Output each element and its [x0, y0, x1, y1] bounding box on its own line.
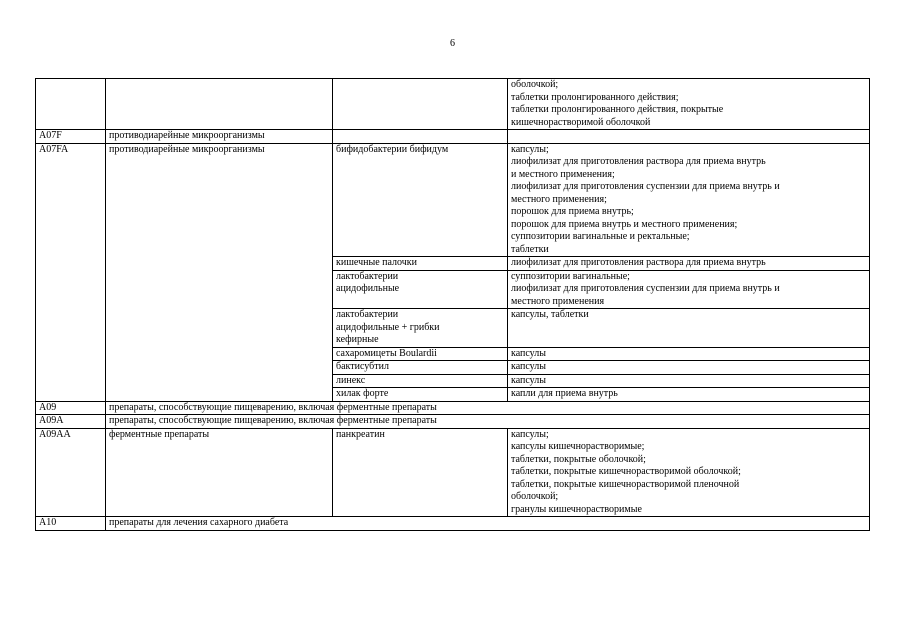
group-cell: ферментные препараты: [106, 428, 333, 517]
form-line: оболочкой;: [511, 79, 559, 90]
code-cell: A07F: [36, 130, 106, 144]
form-line: местного применения: [511, 295, 605, 307]
substance-cell: [333, 257, 508, 271]
form-line: таблетки: [511, 243, 549, 255]
table-row: [36, 517, 870, 531]
form-line: лиофилизат для приготовления суспензии для приема внутрь и: [511, 283, 780, 294]
form-cell: [508, 270, 870, 309]
substance-cell: [333, 361, 508, 375]
group-cell: препараты для лечения сахарного диабета: [106, 517, 870, 531]
substance-line: лактобактерии: [336, 270, 399, 282]
form-line: суппозитории вагинальные;: [511, 270, 630, 282]
form-cell: [508, 309, 870, 348]
form-cell: [508, 130, 870, 144]
substance-line: кефирные: [336, 334, 379, 345]
form-line: кишечнорастворимой оболочкой: [511, 116, 651, 128]
form-line: местного применения;: [511, 193, 607, 205]
group-cell: противодиарейные микроорганизмы: [106, 130, 333, 144]
substance-line: кишечные палочки: [336, 257, 417, 268]
table-row: [36, 143, 870, 257]
substance-line: лактобактерии: [336, 309, 399, 320]
substance-line: ацидофильные + грибки: [336, 321, 440, 333]
form-line: капсулы;: [511, 143, 549, 155]
substance-cell: [333, 428, 508, 517]
substance-cell: [333, 79, 508, 130]
form-line: таблетки пролонгированного действия, покрытые: [511, 104, 724, 115]
form-line: суппозитории вагинальные и ректальные;: [511, 231, 690, 242]
form-cell: [508, 428, 870, 517]
substance-cell: [333, 388, 508, 402]
form-line: порошок для приема внутрь;: [511, 206, 634, 217]
form-cell: [508, 347, 870, 361]
form-cell: [508, 374, 870, 388]
form-line: капли для приема внутрь: [511, 388, 618, 399]
form-line: оболочкой;: [511, 491, 559, 502]
substance-line: хилак форте: [336, 388, 389, 399]
substance-line: панкреатин: [336, 428, 385, 440]
substance-line: линекс: [336, 374, 366, 386]
substance-cell: [333, 374, 508, 388]
form-line: капсулы;: [511, 428, 549, 440]
substance-line: бактисубтил: [336, 361, 389, 372]
table-row: [36, 130, 870, 144]
substance-line: ацидофильные: [336, 283, 400, 294]
table-row: [36, 79, 870, 130]
group-cell: препараты, способствующие пищеварению, включая ферментные препараты: [106, 401, 870, 415]
form-line: капсулы: [511, 347, 546, 359]
form-cell: [508, 388, 870, 402]
form-line: таблетки пролонгированного действия;: [511, 91, 679, 103]
form-line: таблетки, покрытые оболочкой;: [511, 453, 646, 465]
substance-cell: [333, 347, 508, 361]
substance-line: бифидобактерии бифидум: [336, 143, 449, 155]
substance-cell: [333, 309, 508, 348]
form-cell: [508, 257, 870, 271]
group-cell: препараты, способствующие пищеварению, включая ферментные препараты: [106, 415, 870, 429]
substance-line: сахаромицеты Boulardii: [336, 347, 437, 359]
code-cell: [36, 79, 106, 130]
code-cell: A09: [36, 401, 106, 415]
code-cell: A07FA: [36, 143, 106, 401]
substance-cell: [333, 270, 508, 309]
form-line: капсулы кишечнорастворимые;: [511, 441, 645, 452]
form-line: и местного применения;: [511, 168, 615, 180]
form-line: таблетки, покрытые кишечнорастворимой оболочкой;: [511, 466, 741, 477]
form-line: лиофилизат для приготовления раствора для приема внутрь: [511, 257, 766, 268]
drug-table: [35, 78, 870, 531]
form-line: лиофилизат для приготовления суспензии для приема внутрь и: [511, 181, 780, 192]
substance-cell: [333, 143, 508, 257]
page-number: 6: [450, 38, 455, 49]
form-line: таблетки, покрытые кишечнорастворимой пленочной: [511, 478, 740, 490]
code-cell: A10: [36, 517, 106, 531]
form-cell: [508, 79, 870, 130]
table-row: [36, 415, 870, 429]
group-cell: [106, 79, 333, 130]
form-line: порошок для приема внутрь и местного применения;: [511, 218, 738, 230]
form-line: капсулы, таблетки: [511, 309, 589, 320]
code-cell: A09AA: [36, 428, 106, 517]
code-cell: A09A: [36, 415, 106, 429]
table-row: [36, 428, 870, 517]
form-line: лиофилизат для приготовления раствора для приема внутрь: [511, 156, 766, 167]
table-row: [36, 401, 870, 415]
form-line: капсулы: [511, 374, 546, 386]
group-cell: противодиарейные микроорганизмы: [106, 143, 333, 401]
form-cell: [508, 361, 870, 375]
substance-cell: [333, 130, 508, 144]
form-line: гранулы кишечнорастворимые: [511, 503, 642, 515]
form-line: капсулы: [511, 361, 546, 372]
form-cell: [508, 143, 870, 257]
